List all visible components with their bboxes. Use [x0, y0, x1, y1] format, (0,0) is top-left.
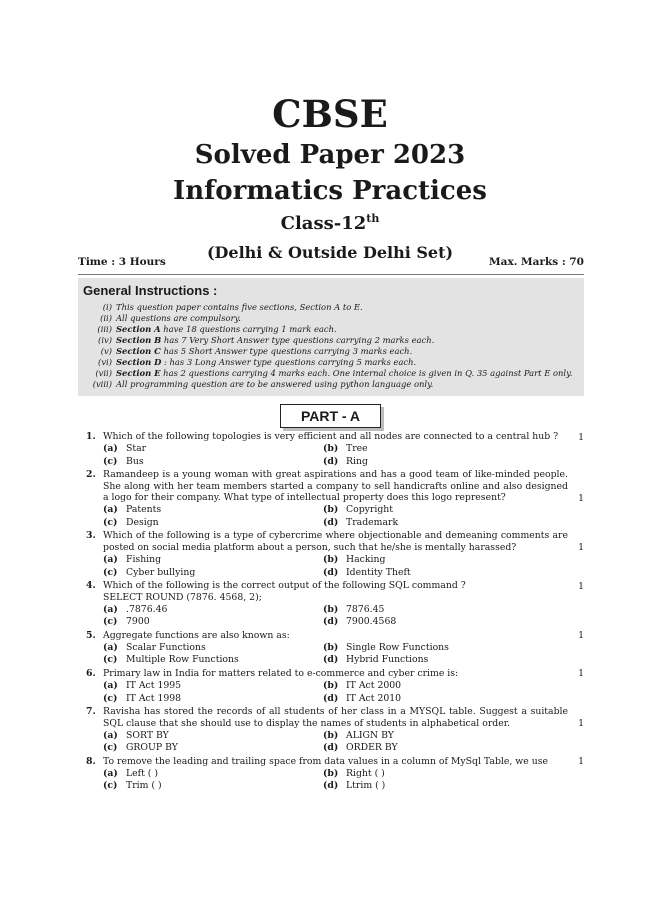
- question-marks: 1: [578, 756, 584, 768]
- instruction-text: Section D : has 3 Long Answer type questions carrying 5 marks each.: [116, 357, 417, 367]
- question-line: [86, 431, 586, 443]
- option-text: Ring: [346, 455, 368, 467]
- instruction-section: Section D: [116, 357, 162, 367]
- option-item: [323, 443, 543, 456]
- question-number: 8.: [86, 755, 96, 767]
- question-number: 4.: [86, 580, 96, 592]
- option-text: Hybrid Functions: [346, 654, 429, 666]
- question-item: [86, 580, 586, 630]
- option-text: IT Act 2010: [346, 692, 402, 704]
- paper-subtitle: Solved Paper 2023: [194, 140, 466, 170]
- option-item: [323, 780, 543, 793]
- instruction-text: This question paper contains five sections, Section A to E.: [116, 302, 363, 312]
- option-text: Trademark: [346, 516, 399, 528]
- question-line: [86, 580, 586, 592]
- option-label: (b): [323, 504, 339, 516]
- question-line: [86, 530, 586, 553]
- option-item: [103, 455, 323, 468]
- question-number: 7.: [86, 706, 96, 718]
- option-label: (c): [103, 616, 118, 628]
- options-grid: [86, 679, 586, 704]
- option-label: (c): [103, 742, 118, 754]
- option-text: ORDER BY: [346, 742, 398, 754]
- option-text: Trim ( ): [126, 780, 162, 792]
- question-item: [86, 431, 586, 469]
- option-item: [103, 767, 323, 780]
- instruction-section: Section C: [116, 346, 161, 356]
- option-label: (b): [323, 729, 339, 741]
- option-text: Bus: [126, 455, 144, 467]
- options-grid: [86, 553, 586, 578]
- option-item: [323, 641, 543, 654]
- option-label: (c): [103, 692, 118, 704]
- option-item: [323, 566, 543, 579]
- instruction-item: [78, 357, 584, 368]
- page-title: CBSE: [272, 92, 388, 136]
- option-item: [323, 742, 543, 755]
- option-item: [103, 516, 323, 529]
- max-marks-label: Max. Marks : 70: [489, 256, 584, 268]
- option-label: (a): [103, 553, 118, 565]
- option-label: (c): [103, 654, 118, 666]
- instruction-section: Section E: [116, 368, 161, 378]
- question-sql-command: SELECT ROUND (7876. 4568, 2);: [103, 591, 262, 603]
- question-text: Ramandeep is a young woman with great aspirations and has a good team of like-minded people. She along with her team members started a company to sell handicrafts online and also designed a logo for their company. What type of intellectual property does this logo represent?: [103, 469, 568, 504]
- question-text: Primary law in India for matters related to e-commerce and cyber crime is:: [103, 667, 459, 679]
- instruction-number: (viii): [92, 379, 112, 389]
- instructions-heading: General Instructions :: [83, 283, 218, 298]
- instruction-text: Section C has 5 Short Answer type questions carrying 3 marks each.: [116, 346, 413, 356]
- option-text: Patents: [126, 504, 162, 516]
- option-text: Scalar Functions: [126, 641, 206, 653]
- option-text: IT Act 1998: [126, 692, 182, 704]
- question-marks: 1: [578, 580, 584, 592]
- option-text: IT Act 1995: [126, 679, 182, 691]
- option-item: [103, 603, 323, 616]
- option-label: (a): [103, 729, 118, 741]
- options-grid: [86, 729, 586, 754]
- option-label: (a): [103, 641, 118, 653]
- option-label: (b): [323, 443, 339, 455]
- question-text: Ravisha has stored the records of all students of her class in a MYSQL table. Suggest a suitable SQL clause that she should use to display the names of students in alphabetical order.: [103, 706, 568, 729]
- option-text: Hacking: [346, 553, 386, 565]
- set-label: (Delhi & Outside Delhi Set): [206, 243, 454, 262]
- question-marks: 1: [578, 630, 584, 642]
- exam-meta-row: [78, 256, 584, 275]
- option-item: [103, 729, 323, 742]
- option-text: 7876.45: [346, 603, 385, 615]
- option-label: (d): [323, 516, 339, 528]
- options-grid: [86, 443, 586, 468]
- question-line: [86, 668, 586, 680]
- option-item: [103, 641, 323, 654]
- option-item: [323, 654, 543, 667]
- option-item: [103, 742, 323, 755]
- questions-list: [86, 431, 586, 794]
- options-grid: [86, 504, 586, 529]
- question-number: 3.: [86, 530, 96, 542]
- instruction-item: [78, 324, 584, 335]
- option-text: Ltrim ( ): [346, 780, 386, 792]
- instructions-list: [78, 302, 584, 390]
- option-item: [103, 566, 323, 579]
- instruction-item: [78, 346, 584, 357]
- option-text: 7900: [126, 616, 150, 628]
- title-block: [0, 92, 660, 264]
- option-item: [323, 504, 543, 517]
- option-text: SORT BY: [126, 729, 169, 741]
- option-label: (d): [323, 455, 339, 467]
- question-marks: 1: [578, 431, 584, 443]
- option-label: (c): [103, 566, 118, 578]
- option-label: (c): [103, 516, 118, 528]
- instruction-item: [78, 313, 584, 324]
- option-item: [103, 553, 323, 566]
- option-label: (b): [323, 641, 339, 653]
- instruction-text: All questions are compulsory.: [116, 313, 241, 323]
- option-text: Fishing: [126, 553, 162, 565]
- option-label: (b): [323, 603, 339, 615]
- option-label: (a): [103, 504, 118, 516]
- question-number: 2.: [86, 469, 96, 481]
- option-item: [323, 455, 543, 468]
- option-item: [103, 504, 323, 517]
- option-label: (d): [323, 780, 339, 792]
- instruction-section: Section A: [116, 324, 161, 334]
- instruction-text: All programming question are to be answered using python language only.: [116, 379, 434, 389]
- question-item: [86, 630, 586, 668]
- option-item: [103, 616, 323, 629]
- option-text: Design: [126, 516, 159, 528]
- option-label: (a): [103, 679, 118, 691]
- option-item: [103, 780, 323, 793]
- option-text: ALIGN BY: [346, 729, 394, 741]
- question-item: [86, 706, 586, 756]
- question-item: [86, 668, 586, 706]
- instruction-text: Section A have 18 questions carrying 1 mark each.: [116, 324, 337, 334]
- option-label: (c): [103, 455, 118, 467]
- instruction-number: (vii): [95, 368, 112, 378]
- question-marks: 1: [578, 717, 584, 729]
- question-number: 6.: [86, 667, 96, 679]
- option-label: (d): [323, 654, 339, 666]
- question-item: [86, 469, 586, 530]
- question-line: [86, 469, 586, 504]
- question-marks: 1: [578, 492, 584, 504]
- question-text: Which of the following topologies is very efficient and all nodes are connected to a central hub ?: [103, 431, 559, 442]
- option-label: (b): [323, 553, 339, 565]
- option-item: [103, 654, 323, 667]
- question-line: [86, 630, 586, 642]
- options-grid: [86, 603, 586, 628]
- question-number: 5.: [86, 629, 96, 641]
- option-text: Single Row Functions: [346, 641, 449, 653]
- option-item: [323, 516, 543, 529]
- instruction-text: Section E has 2 questions carrying 4 marks each. One internal choice is given in Q. 35 against Part E only.: [116, 368, 573, 378]
- option-text: Identity Theft: [346, 566, 411, 578]
- instruction-item: [78, 302, 584, 313]
- option-text: GROUP BY: [126, 742, 178, 754]
- instruction-item: [78, 335, 584, 346]
- options-grid: [86, 641, 586, 666]
- instruction-number: (vi): [98, 357, 112, 367]
- option-text: Cyber bullying: [126, 566, 196, 578]
- option-label: (d): [323, 566, 339, 578]
- option-item: [323, 767, 543, 780]
- option-label: (a): [103, 767, 118, 779]
- instruction-section: Section B: [116, 335, 162, 345]
- option-text: Tree: [346, 443, 368, 455]
- option-text: Left ( ): [126, 767, 159, 779]
- option-item: [103, 443, 323, 456]
- question-text: Which of the following is a type of cybercrime where objectionable and demeaning comments are posted on social media platform about a person, such that he/she is mentally harassed?: [103, 530, 568, 553]
- option-text: Multiple Row Functions: [126, 654, 239, 666]
- instruction-number: (i): [102, 302, 112, 312]
- option-text: Star: [126, 443, 147, 455]
- option-label: (b): [323, 767, 339, 779]
- option-item: [323, 679, 543, 692]
- option-item: [323, 616, 543, 629]
- option-label: (d): [323, 616, 339, 628]
- option-item: [103, 692, 323, 705]
- instruction-number: (v): [100, 346, 112, 356]
- option-label: (a): [103, 443, 118, 455]
- time-label: Time : 3 Hours: [78, 256, 166, 268]
- question-text: To remove the leading and trailing space from data values in a column of MySql Table, we use: [103, 755, 548, 767]
- question-item: [86, 530, 586, 580]
- instruction-text: Section B has 7 Very Short Answer type questions carrying 2 marks each.: [116, 335, 435, 345]
- question-marks: 1: [578, 668, 584, 680]
- class-label: Class-12th: [280, 212, 380, 234]
- option-text: Right ( ): [346, 767, 385, 779]
- option-item: [103, 679, 323, 692]
- option-item: [323, 692, 543, 705]
- option-item: [323, 603, 543, 616]
- option-label: (b): [323, 679, 339, 691]
- option-label: (c): [103, 780, 118, 792]
- question-line: [86, 756, 586, 768]
- question-gap: [86, 793, 586, 795]
- options-grid: [86, 767, 586, 792]
- part-a-label: PART - A: [280, 404, 381, 428]
- question-marks: 1: [578, 541, 584, 553]
- option-label: (a): [103, 603, 118, 615]
- general-instructions-box: [78, 278, 584, 396]
- question-item: [86, 756, 586, 794]
- option-label: (d): [323, 692, 339, 704]
- option-item: [323, 553, 543, 566]
- option-text: IT Act 2000: [346, 679, 402, 691]
- question-text: Aggregate functions are also known as:: [103, 629, 290, 641]
- instruction-item: [78, 368, 584, 379]
- instruction-item: [78, 379, 584, 390]
- option-item: [323, 729, 543, 742]
- question-line: [86, 706, 586, 729]
- option-text: Copyright: [346, 504, 394, 516]
- instruction-number: (iii): [97, 324, 112, 334]
- instruction-number: (iv): [98, 335, 112, 345]
- question-number: 1.: [86, 431, 96, 442]
- option-text: .7876.46: [126, 603, 168, 615]
- instruction-number: (ii): [100, 313, 112, 323]
- question-text: Which of the following is the correct output of the following SQL command ?: [103, 580, 466, 592]
- option-text: 7900.4568: [346, 616, 397, 628]
- subject-title: Informatics Practices: [173, 176, 487, 206]
- option-label: (d): [323, 742, 339, 754]
